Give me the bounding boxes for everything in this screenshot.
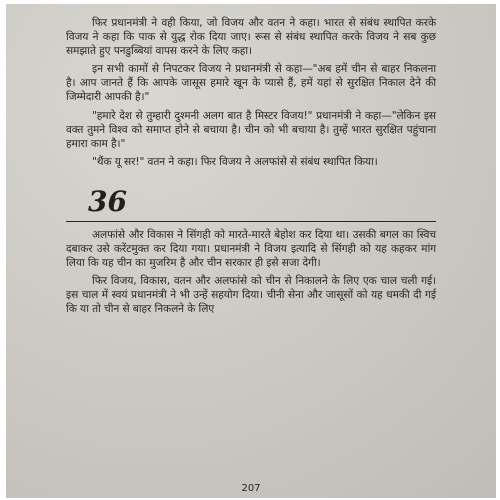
- paragraph-4: "थैंक यू सर!" वतन ने कहा। फिर विजय ने अलफांसे से संबंध स्थापित किया।: [92, 155, 378, 168]
- chapter-number: 36: [88, 184, 127, 218]
- page-number: 207: [241, 483, 261, 494]
- paragraph-2: इन सभी कामों से निपटकर विजय ने प्रधानमंत्री से कहा—"अब हमें चीन से बाहर निकलना है। आप जानते हैं कि आपके जासूस हमारे खून के प्यासे हैं, हमें यहां से सुरक्षित निकाल देने की जिम्मेदारी आपकी है।": [66, 63, 436, 104]
- paragraph-3: "हमारे देश से तुम्हारी दुश्मनी अलग बात है मिस्टर विजय!" प्रधानमंत्री ने कहा—"लेकिन इस वक्त तुमने विश्व को समाप्त होने से बचाया है। चीन को भी बचाया है। तुम्हें भारत सुरक्षित पहुंचाना हमारा काम है।": [66, 109, 436, 150]
- chapter-divider: [66, 221, 436, 222]
- paragraph-6: फिर विजय, विकास, वतन और अलफांसे को चीन से निकालने के लिए एक चाल चली गई। इस चाल में स्वयं प्रधानमंत्री ने भी उन्हें सहयोग दिया। चीनी सेना और जासूसों को यह धमकी दी गई कि या तो चीन से बाहर निकलने के लिए: [66, 275, 436, 316]
- book-page: [6, 4, 496, 498]
- paragraph-5: अलफांसे और विकास ने सिंगही को मारते-मारते बेहोश कर दिया था। उसकी बगल का स्विच दबाकर उसे करेंटमुक्त कर दिया गया। प्रधानमंत्री ने विजय इत्यादि से सिंगही को यह कहकर मांग लिया कि यह चीन का मुजरिम है और चीन सरकार ही इसे सजा देगी।: [66, 228, 436, 270]
- paragraph-1: फिर प्रधानमंत्री ने वही किया, जो विजय और वतन ने कहा। भारत से संबंध स्थापित करके विजय ने कहा कि पाक से युद्ध रोक दिया जाए। रूस से संबंध स्थापित करके विजय ने सब कुछ समझाते हुए पनडुब्बियां वापस करने के लिए कहा।: [66, 17, 436, 58]
